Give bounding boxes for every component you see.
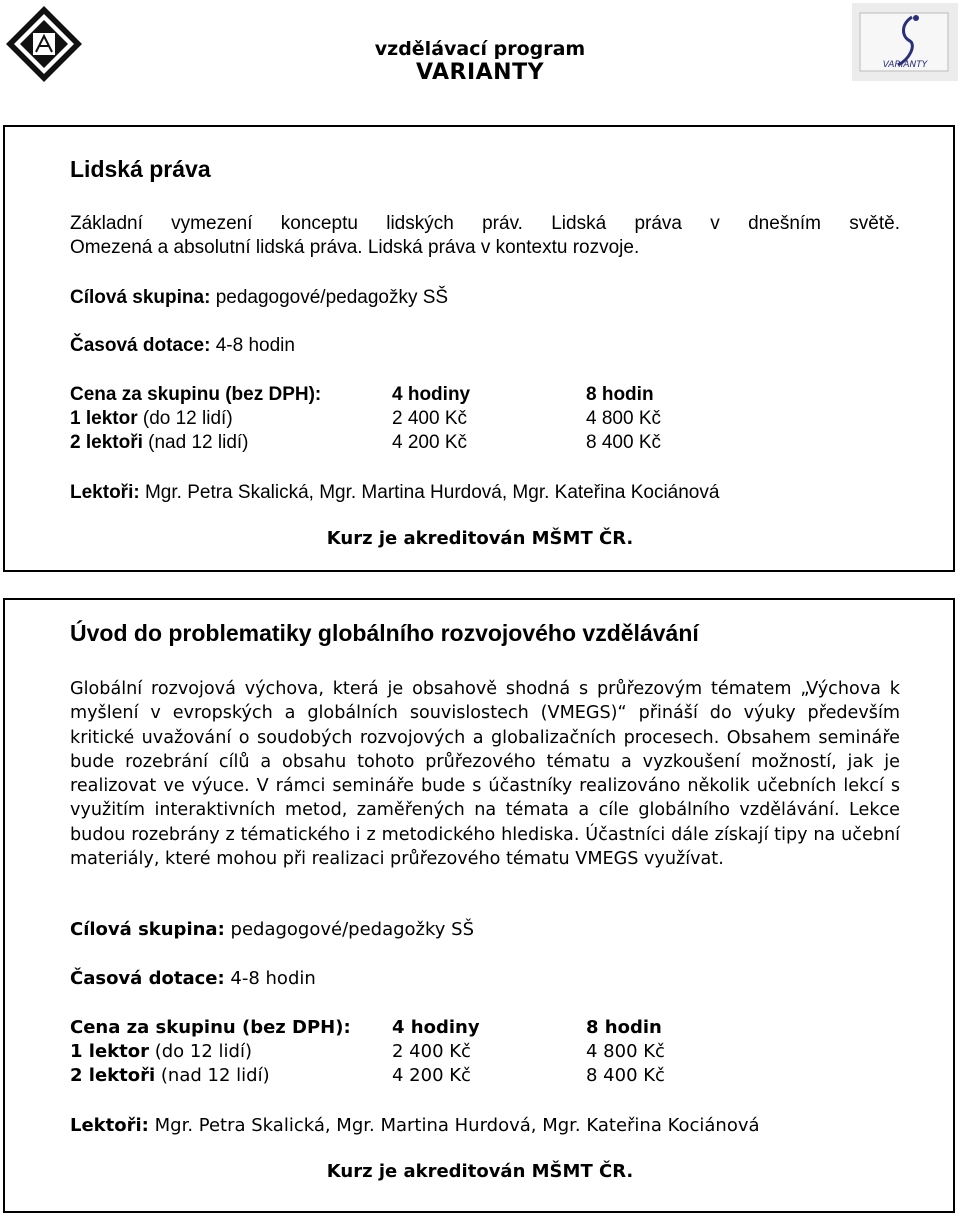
accreditation-note: Kurz je akreditován MŠMT ČR. — [326, 1161, 634, 1182]
price-header: Cena za skupinu (bez DPH): — [70, 384, 322, 405]
row-label: 2 lektoři — [70, 1065, 156, 1086]
varianty-logo-text: VARIANTY — [882, 60, 928, 70]
price-row-1-lecturer — [70, 408, 900, 432]
time-allocation — [70, 334, 900, 358]
lecturers — [70, 481, 900, 505]
price-header: Cena za skupinu (bez DPH): — [70, 1017, 351, 1038]
price-header-row — [70, 384, 900, 408]
row-note: (nad 12 lidí) — [160, 1065, 270, 1086]
price-8h: 8 400 Kč — [586, 1065, 665, 1086]
row-note: (do 12 lidí) — [142, 408, 233, 429]
time-allocation — [70, 967, 900, 991]
column-4-hours: 4 hodiny — [392, 384, 471, 405]
column-8-hours: 8 hodin — [586, 1017, 662, 1038]
target-group-value: pedagogové/pedagožky SŠ — [230, 919, 474, 940]
course-description: Globální rozvojová výchova, která je obsahově shodná s průřezovým tématem „Výchova k myšlení v evropských a globálních souvislostech (VMEGS)“ přináší do výuky především kritické uvažování o soudobých rozvojových a globalizačních procesech. Obsahem semináře bude rozebrání cílů a obsahu tohoto průřezového tématu a vyzkoušení možností, jak je realizovat ve výuce. V rámci semináře bude s účastníky realizováno několik učebních lekcí s využitím interaktivních metod, zaměřených na témata a cíle globálního vzdělávání. Lekce budou rozebrány z tématického i z metodického hlediska. Účastníci dále získají tipy na učební materiály, které mohou při realizaci průřezového tématu VMEGS využívat. — [70, 679, 900, 870]
price-4h: 4 200 Kč — [392, 1065, 471, 1086]
price-row-2-lecturers — [70, 1065, 900, 1089]
target-group — [70, 918, 900, 942]
price-8h: 4 800 Kč — [586, 1041, 665, 1062]
time-label: Časová dotace: — [70, 335, 211, 356]
row-note: (nad 12 lidí) — [148, 432, 249, 453]
varianty-logo — [852, 3, 958, 81]
price-row-2-lecturers — [70, 432, 900, 456]
course-title: Úvod do problematiky globálního rozvojového vzdělávání — [70, 620, 699, 646]
lecturers-label: Lektoři: — [70, 1115, 149, 1136]
description-line: Základní vymezení konceptu lidských práv. Lidská práva v dnešním světě. — [70, 213, 900, 234]
row-label: 1 lektor — [70, 1041, 149, 1062]
row-note: (do 12 lidí) — [154, 1041, 252, 1062]
target-group-label: Cílová skupina: — [70, 919, 225, 940]
price-4h: 2 400 Kč — [392, 1041, 471, 1062]
time-label: Časová dotace: — [70, 968, 225, 989]
program-label: vzdělávací program — [374, 38, 586, 60]
price-8h: 8 400 Kč — [586, 432, 661, 453]
lecturers-value: Mgr. Petra Skalická, Mgr. Martina Hurdová, Mgr. Kateřina Kociánová — [144, 482, 720, 503]
price-header-row — [70, 1017, 900, 1041]
price-4h: 4 200 Kč — [392, 432, 467, 453]
accreditation-note: Kurz je akreditován MŠMT ČR. — [326, 528, 634, 549]
description-line: Omezená a absolutní lidská práva. Lidská práva v kontextu rozvoje. — [70, 237, 640, 258]
lecturers — [70, 1114, 900, 1138]
lecturers-value: Mgr. Petra Skalická, Mgr. Martina Hurdová, Mgr. Kateřina Kociánová — [154, 1115, 760, 1136]
price-8h: 4 800 Kč — [586, 408, 661, 429]
column-4-hours: 4 hodiny — [392, 1017, 480, 1038]
column-8-hours: 8 hodin — [586, 384, 654, 405]
course-title: Lidská práva — [70, 156, 211, 182]
time-value: 4-8 hodin — [230, 968, 316, 989]
target-group-label: Cílová skupina: — [70, 287, 211, 308]
lecturers-label: Lektoři: — [70, 482, 140, 503]
program-name: VARIANTY — [415, 60, 545, 85]
target-group-value: pedagogové/pedagožky SŠ — [215, 287, 449, 308]
row-label: 2 lektoři — [70, 432, 143, 453]
target-group — [70, 286, 900, 310]
price-4h: 2 400 Kč — [392, 408, 467, 429]
time-value: 4-8 hodin — [215, 335, 295, 356]
price-row-1-lecturer — [70, 1041, 900, 1065]
course-description — [70, 212, 900, 260]
row-label: 1 lektor — [70, 408, 138, 429]
